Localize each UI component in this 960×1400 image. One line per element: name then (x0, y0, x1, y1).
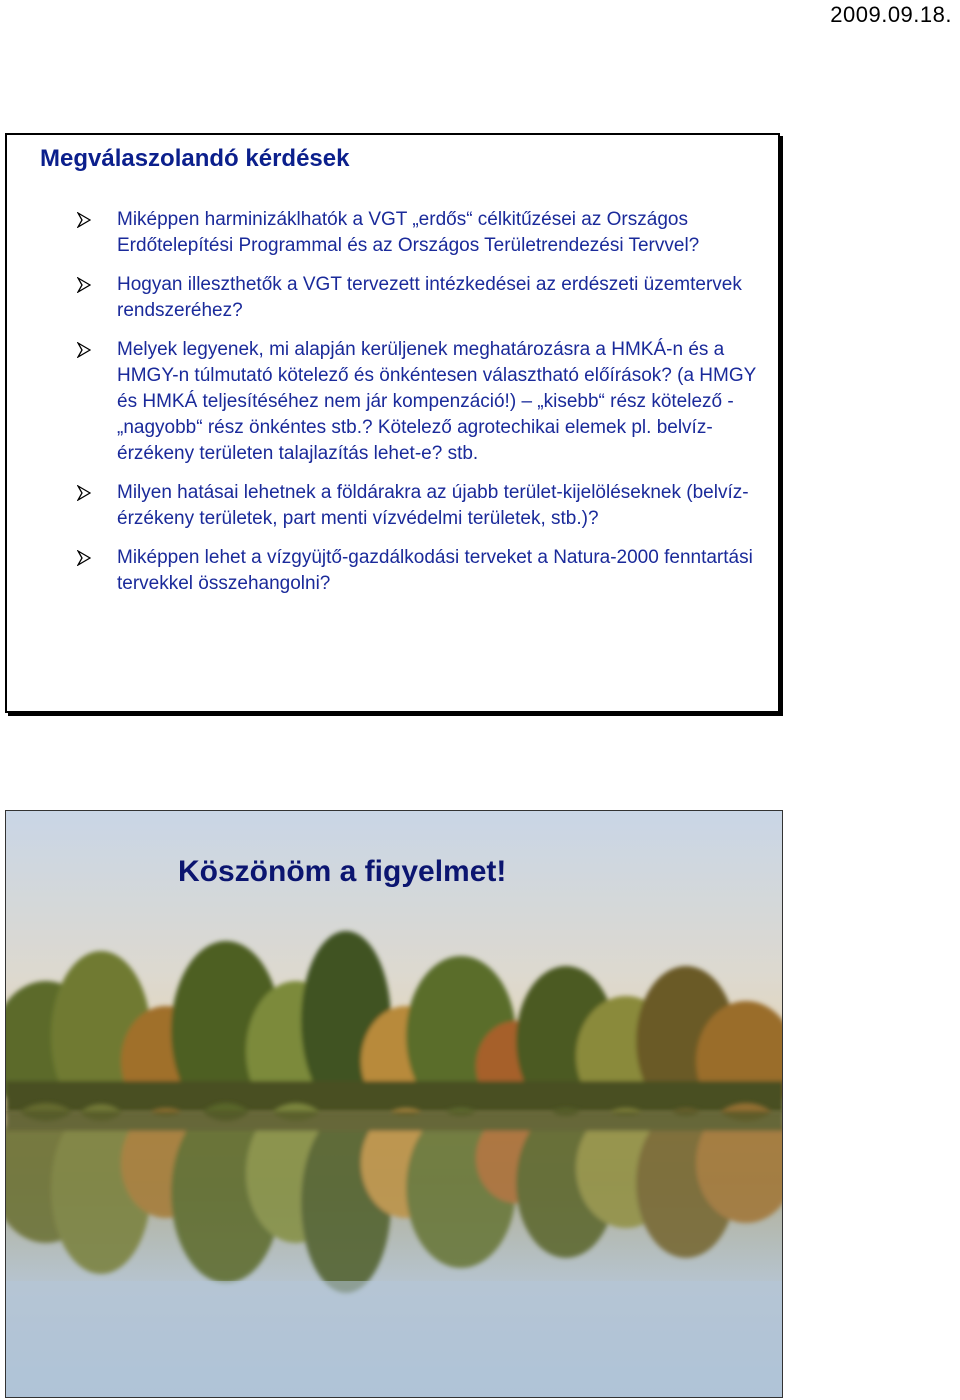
thanks-slide (5, 810, 783, 1398)
question-text: Miképpen lehet a vízgyüjtő-gazdálkodási terveket a Natura-2000 fenntartási tervekkel összehangolni? (117, 547, 753, 594)
question-item (77, 337, 767, 467)
question-text: Melyek legyenek, mi alapján kerüljenek meghatározásra a HMKÁ-n és a HMGY-n túlmutató kötelező és önkéntesen választható előírások? (a HMGY és HMKÁ teljesítéséhez nem jár kompenzáció!) – „kisebb“ rész kötelező - „nagyobb“ rész önkéntes stb.? Kötelező agrotechikai elemek pl. belvíz-érzékeny területen talajlazítás lehet-e? stb. (117, 339, 756, 464)
date-stamp: 2009.09.18. (830, 2, 952, 27)
question-text: Miképpen harminizáklhatók a VGT „erdős“ célkitűzései az Országos Erdőtelepítési Programmal és az Országos Területrendezési Tervvel? (117, 209, 700, 256)
arrow-bullet-icon (77, 342, 91, 358)
questions-list (77, 207, 767, 610)
question-text: Milyen hatásai lehetnek a földárakra az újabb terület-kijelöléseknek (belvíz-érzékeny területek, part menti vízvédelmi területek, stb.)? (117, 482, 749, 529)
question-item (77, 272, 767, 324)
question-item (77, 480, 767, 532)
lakeside-trees-photo (6, 811, 783, 1398)
thanks-title: Köszönöm a figyelmet! (178, 855, 507, 888)
arrow-bullet-icon (77, 277, 91, 293)
arrow-bullet-icon (77, 212, 91, 228)
question-item (77, 207, 767, 259)
slide-title: Megválaszolandó kérdések (40, 145, 350, 172)
arrow-bullet-icon (77, 485, 91, 501)
arrow-bullet-icon (77, 550, 91, 566)
question-item (77, 545, 767, 597)
question-text: Hogyan illeszthetők a VGT tervezett intézkedései az erdészeti üzemtervek rendszeréhez? (117, 274, 742, 321)
questions-slide (5, 133, 780, 713)
